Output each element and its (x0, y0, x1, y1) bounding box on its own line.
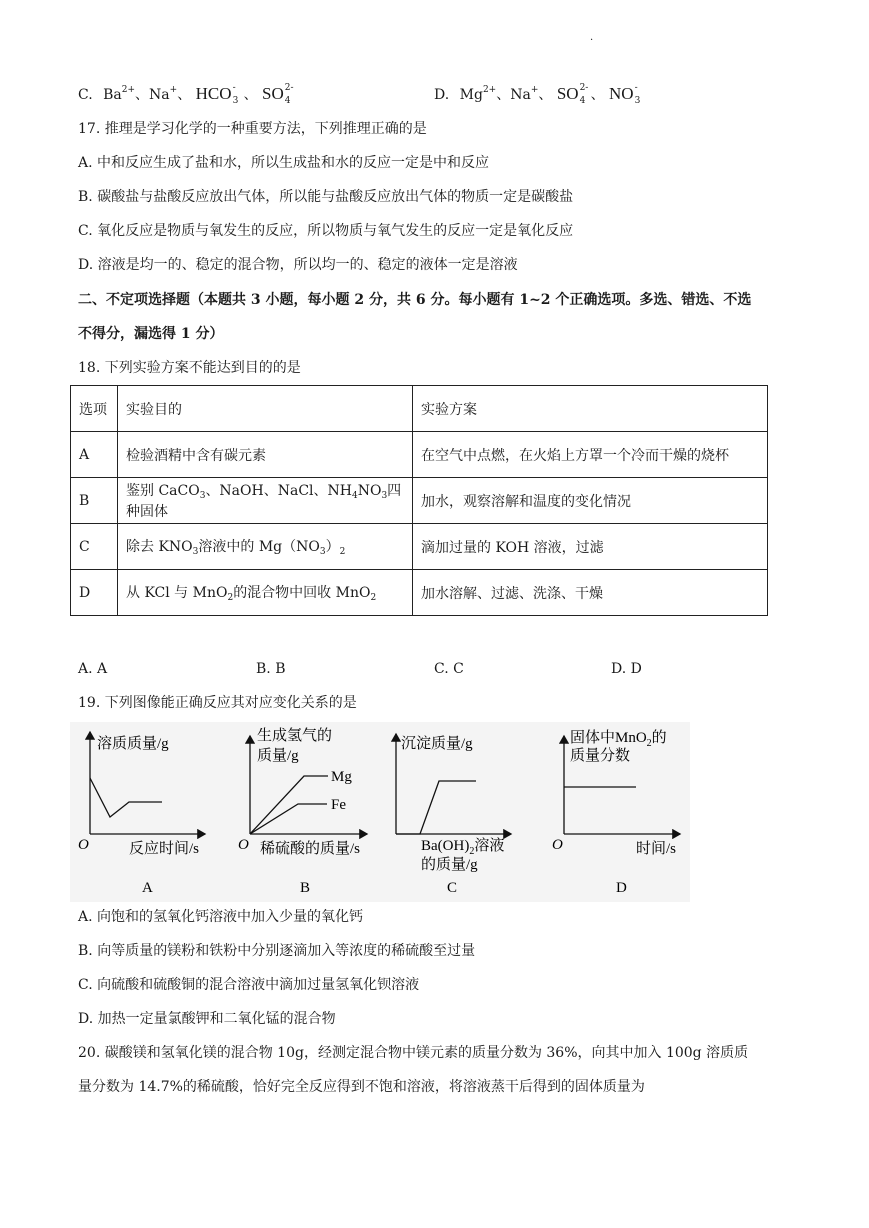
graph-d-xlabel: 时间/s (636, 841, 677, 857)
graph-a-xlabel: 反应时间/s (129, 841, 200, 857)
row-plan: 滴加过量的 KOH 溶液，过滤 (413, 524, 768, 570)
row-purpose: 鉴别 CaCO$_3$、NaOH、NaCl、$NH_4NO_3$四种固体 (118, 478, 413, 524)
graph-b-xlabel: 稀硫酸的质量/s (260, 841, 361, 857)
graph-b-origin: O (238, 837, 249, 853)
section2-heading-line2: 不得分，漏选得 1 分） (78, 326, 224, 342)
graph-d-ylabel2: 质量分数 (570, 748, 631, 764)
q18-answer-b[interactable]: B. B (256, 661, 286, 677)
q18-stem: 18. 下列实验方案不能达到目的的是 (78, 360, 301, 376)
q19-option-a[interactable]: A. 向饱和的氢氧化钙溶液中加入少量的氧化钙 (78, 909, 364, 925)
row-plan: 加水，观察溶解和温度的变化情况 (413, 478, 768, 524)
graph-c-xlabel2: 的质量/g (421, 857, 478, 873)
graph-a-origin: O (78, 837, 89, 853)
q18-answer-c[interactable]: C. C (434, 661, 464, 677)
header-option: 选项 (71, 386, 118, 432)
q19-option-c[interactable]: C. 向硫酸和硫酸铜的混合溶液中滴加过量氢氧化钡溶液 (78, 977, 420, 993)
row-option: C (71, 524, 118, 570)
q19-option-b[interactable]: B. 向等质量的镁粉和铁粉中分别逐滴加入等浓度的稀硫酸至过量 (78, 943, 476, 959)
row-purpose: 检验酒精中含有碳元素 (118, 432, 413, 478)
graph-b-series-fe: Fe (331, 797, 346, 813)
row-option: B (71, 478, 118, 524)
graph-d-origin: O (552, 837, 563, 853)
header-purpose: 实验目的 (118, 386, 413, 432)
table-row (71, 524, 768, 570)
row-purpose: 从 KCl 与 MnO$_2$的混合物中回收 MnO$_2$ (118, 570, 413, 616)
graph-b-ylabel2: 质量/g (257, 748, 299, 764)
table-row (71, 432, 768, 478)
q19-option-d[interactable]: D. 加热一定量氯酸钾和二氧化锰的混合物 (78, 1011, 336, 1027)
graph-b-series-mg: Mg (331, 769, 352, 785)
row-purpose: 除去 $KNO_3$溶液中的 $Mg(NO_3)_2$ (118, 524, 413, 570)
graph-a-caption: A (142, 880, 153, 896)
header-mark: . (590, 32, 594, 43)
q17-stem: 17. 推理是学习化学的一种重要方法，下列推理正确的是 (78, 121, 427, 137)
q20-line1: 20. 碳酸镁和氢氧化镁的混合物 10g，经测定混合物中镁元素的质量分数为 36%，向其中加入 100g 溶质质 (78, 1045, 749, 1061)
row-option: A (71, 432, 118, 478)
q17-option-c[interactable]: C. 氧化反应是物质与氧发生的反应，所以物质与氧气发生的反应一定是氧化反应 (78, 223, 574, 239)
table-row (71, 570, 768, 616)
graph-c-ylabel: 沉淀质量/g (401, 736, 473, 752)
row-plan: 在空气中点燃，在火焰上方罩一个冷而干燥的烧杯 (413, 432, 768, 478)
graph-b-ylabel1: 生成氢气的 (257, 728, 333, 744)
table-row (71, 478, 768, 524)
header-plan: 实验方案 (413, 386, 768, 432)
q16-option-c[interactable]: C. $Ba^{2+}$、Na+、 HCO - 3 、 SO 2- 4 (78, 83, 294, 106)
graph-c-caption: C (447, 880, 458, 896)
q17-option-b[interactable]: B. 碳酸盐与盐酸反应放出气体，所以能与盐酸反应放出气体的物质一定是碳酸盐 (78, 189, 574, 205)
graph-a-ylabel: 溶质质量/g (97, 736, 169, 752)
graph-d-caption: D (616, 880, 627, 896)
section2-heading-line1: 二、不定项选择题（本题共 3 小题，每小题 2 分，共 6 分。每小题有 1~2 个正确选项。多选、错选、不选 (78, 292, 752, 308)
q17-option-d[interactable]: D. 溶液是均一的、稳定的混合物，所以均一的、稳定的液体一定是溶液 (78, 257, 518, 273)
row-plan: 加水溶解、过滤、洗涤、干燥 (413, 570, 768, 616)
graph-d-ylabel1: 固体中MnO$_2$的 (570, 730, 667, 749)
q19-graphs (70, 722, 690, 902)
graph-b-caption: B (300, 880, 311, 896)
experiment-table (70, 385, 768, 616)
q18-answer-a[interactable]: A. A (78, 661, 108, 677)
q19-stem: 19. 下列图像能正确反应其对应变化关系的是 (78, 695, 357, 711)
q16-option-d[interactable]: D. $Mg^{2+}$、Na+、 SO 2- 4 、 NO - 3 (434, 83, 641, 106)
row-option: D (71, 570, 118, 616)
table-header-row (71, 386, 768, 432)
graph-c-xlabel1: $Ba(OH)_2$溶液 (421, 838, 505, 857)
q17-option-a[interactable]: A. 中和反应生成了盐和水，所以生成盐和水的反应一定是中和反应 (78, 155, 490, 171)
q18-answer-d[interactable]: D. D (611, 661, 642, 677)
q20-line2: 量分数为 14.7%的稀硫酸，恰好完全反应得到不饱和溶液，将溶液蒸干后得到的固体质量为 (78, 1079, 645, 1095)
